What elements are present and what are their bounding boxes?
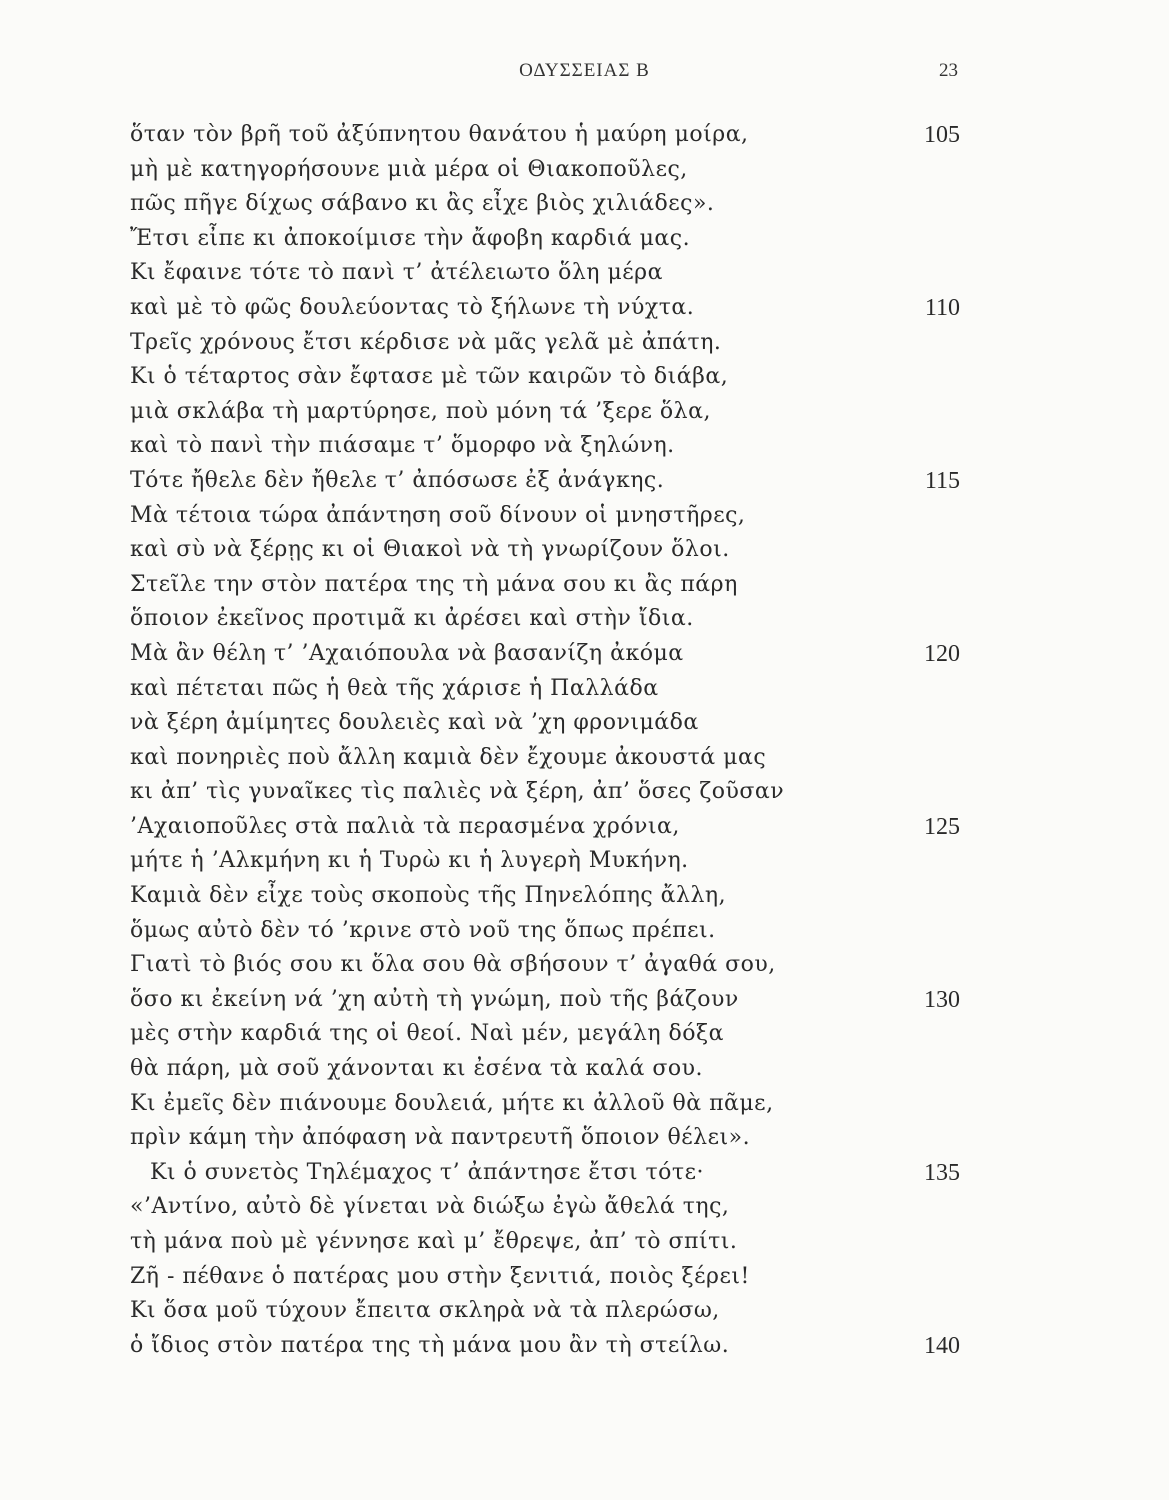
verse-line <box>130 810 960 845</box>
line-number: 140 <box>924 1332 960 1359</box>
verse-line <box>130 1260 960 1295</box>
verse-line <box>130 291 960 326</box>
verse-line <box>130 602 960 637</box>
verse-line <box>130 948 960 983</box>
verse-text: μιὰ σκλάβα τὴ μαρτύρησε, ποὺ μόνη τά ’ξερε ὅλα, <box>130 398 711 424</box>
verse-text: νὰ ξέρη ἀμίμητες δουλειὲς καὶ νὰ ’χη φρονιμάδα <box>130 710 699 736</box>
verse-line <box>130 1329 960 1364</box>
verse-text: ὁ ἴδιος στὸν πατέρα της τὴ μάνα μου ἂν τὴ στείλω. <box>130 1332 730 1358</box>
verse-line <box>130 775 960 810</box>
verse-text: Ἔτσι εἶπε κι ἀποκοίμισε τὴν ἄφοβη καρδιά μας. <box>130 225 691 251</box>
verse-text: θὰ πάρη, μὰ σοῦ χάνονται κι ἐσένα τὰ καλά σου. <box>130 1056 703 1082</box>
verse-text: Κι ὁ τέταρτος σὰν ἔφτασε μὲ τῶν καιρῶν τὸ διάβα, <box>130 364 729 390</box>
verse-text: Κι ἐμεῖς δὲν πιάνουμε δουλειά, μήτε κι ἀλλοῦ θὰ πᾶμε, <box>130 1090 774 1116</box>
verse-line <box>130 568 960 603</box>
verse-line <box>130 429 960 464</box>
verse-line <box>130 844 960 879</box>
verse-line <box>130 187 960 222</box>
verse-text: Ζῆ - πέθανε ὁ πατέρας μου στὴν ξενιτιά, ποιὸς ξέρει! <box>130 1263 750 1289</box>
verse-line <box>130 1121 960 1156</box>
verse-text: καὶ πονηριὲς ποὺ ἄλλη καμιὰ δὲν ἔχουμε ἀκουστά μας <box>130 744 767 770</box>
verse-text: μήτε ἡ ’Αλκμήνη κι ἡ Τυρὼ κι ἡ λυγερὴ Μυκήνη. <box>130 848 689 874</box>
verse-line <box>130 1190 960 1225</box>
verse-text: ’Αχαιοποῦλες στὰ παλιὰ τὰ περασμένα χρόνια, <box>130 813 680 839</box>
verse-line <box>130 464 960 499</box>
verse-text: ὅταν τὸν βρῆ τοῦ ἀξύπνητου θανάτου ἡ μαύρη μοίρα, <box>130 122 749 147</box>
verse-text: ὅμως αὐτὸ δὲν τό ’κρινε στὸ νοῦ της ὅπως πρέπει. <box>130 917 716 943</box>
line-number: 130 <box>924 986 960 1013</box>
verse-line <box>130 533 960 568</box>
verse-line <box>130 637 960 672</box>
verse-line <box>130 499 960 534</box>
line-number: 120 <box>924 640 960 667</box>
verse-text: πρὶν κάμη τὴν ἀπόφαση νὰ παντρευτῆ ὅποιον θέλει». <box>130 1125 751 1151</box>
verse-text: πῶς πῆγε δίχως σάβανο κι ἂς εἶχε βιὸς χιλιάδες». <box>130 191 715 217</box>
verse-text: καὶ τὸ πανὶ τὴν πιάσαμε τ’ ὅμορφο νὰ ξηλώνη. <box>130 433 675 459</box>
verse-line <box>130 326 960 361</box>
page-number: 23 <box>939 60 958 81</box>
verse-text: Γιατὶ τὸ βιός σου κι ὅλα σου θὰ σβήσουν τ’ ἀγαθά σου, <box>130 952 776 978</box>
verse-text: Καμιὰ δὲν εἶχε τοὺς σκοποὺς τῆς Πηνελόπης ἄλλη, <box>130 883 727 909</box>
verse-line <box>130 1052 960 1087</box>
verse-text: ὅποιον ἐκεῖνος προτιμᾶ κι ἀρέσει καὶ στὴν ἴδια. <box>130 606 694 632</box>
verse-line <box>130 672 960 707</box>
verse-line <box>130 983 960 1018</box>
verse-text: Κι ὁ συνετὸς Τηλέμαχος τ’ ἀπάντησε ἔτσι τότε· <box>150 1159 704 1185</box>
verse-text: Κι ὅσα μοῦ τύχουν ἔπειτα σκληρὰ νὰ τὰ πλερώσω, <box>130 1298 720 1324</box>
verse-text: ὅσο κι ἐκείνη νά ’χη αὐτὴ τὴ γνώμη, ποὺ τῆς βάζουν <box>130 986 739 1012</box>
line-number: 115 <box>924 467 960 494</box>
verse-line <box>130 1156 960 1191</box>
verse-text: μὴ μὲ κατηγορήσουνε μιὰ μέρα οἱ Θιακοποῦλες, <box>130 156 688 182</box>
verse-text: κι ἀπ’ τὶς γυναῖκες τὶς παλιὲς νὰ ξέρη, ἀπ’ ὅσες ζοῦσαν <box>130 779 785 805</box>
verse-text: Στεῖλε την στὸν πατέρα της τὴ μάνα σου κι ἂς πάρη <box>130 571 738 597</box>
verse-text: καὶ μὲ τὸ φῶς δουλεύοντας τὸ ξήλωνε τὴ νύχτα. <box>130 294 695 320</box>
verse-text: Τότε ἤθελε δὲν ἤθελε τ’ ἀπόσωσε ἐξ ἀνάγκης. <box>130 467 665 493</box>
line-number: 105 <box>924 122 960 148</box>
verse-text: «’Αντίνο, αὐτὸ δὲ γίνεται νὰ διώξω ἐγὼ ἄθελά της, <box>130 1194 730 1220</box>
verse-block <box>130 118 960 1363</box>
verse-line <box>130 118 960 153</box>
verse-line <box>130 395 960 430</box>
verse-line <box>130 153 960 188</box>
verse-text: καὶ πέτεται πῶς ἡ θεὰ τῆς χάρισε ἡ Παλλάδα <box>130 675 659 701</box>
verse-line <box>130 1294 960 1329</box>
verse-text: Μὰ τέτοια τώρα ἀπάντηση σοῦ δίνουν οἱ μνηστῆρες, <box>130 502 746 528</box>
verse-line <box>130 914 960 949</box>
verse-text: τὴ μάνα ποὺ μὲ γέννησε καὶ μ’ ἔθρεψε, ἀπ’ τὸ σπίτι. <box>130 1229 738 1254</box>
verse-line <box>130 741 960 776</box>
line-number: 110 <box>924 294 960 321</box>
running-head-title: ΟΔΥΣΣΕΙΑΣ Β <box>519 60 650 81</box>
verse-text: μὲς στὴν καρδιά της οἱ θεοί. Ναὶ μέν, μεγάλη δόξα <box>130 1021 725 1047</box>
verse-line <box>130 879 960 914</box>
verse-text: καὶ σὺ νὰ ξέρῃς κι οἱ Θιακοὶ νὰ τὴ γνωρίζουν ὅλοι. <box>130 537 730 563</box>
verse-line <box>130 222 960 257</box>
verse-line <box>130 256 960 291</box>
verse-text: Κι ἔφαινε τότε τὸ πανὶ τ’ ἀτέλειωτο ὅλη μέρα <box>130 260 663 286</box>
line-number: 125 <box>924 813 960 840</box>
verse-line <box>130 1017 960 1052</box>
verse-text: Τρεῖς χρόνους ἔτσι κέρδισε νὰ μᾶς γελᾶ μὲ ἀπάτη. <box>130 329 722 355</box>
verse-line <box>130 1087 960 1122</box>
verse-line <box>130 1225 960 1260</box>
verse-line <box>130 706 960 741</box>
verse-text: Μὰ ἂν θέλη τ’ ’Αχαιόπουλα νὰ βασανίζη ἀκόμα <box>130 640 684 666</box>
line-number: 135 <box>924 1159 960 1186</box>
verse-line <box>130 360 960 395</box>
